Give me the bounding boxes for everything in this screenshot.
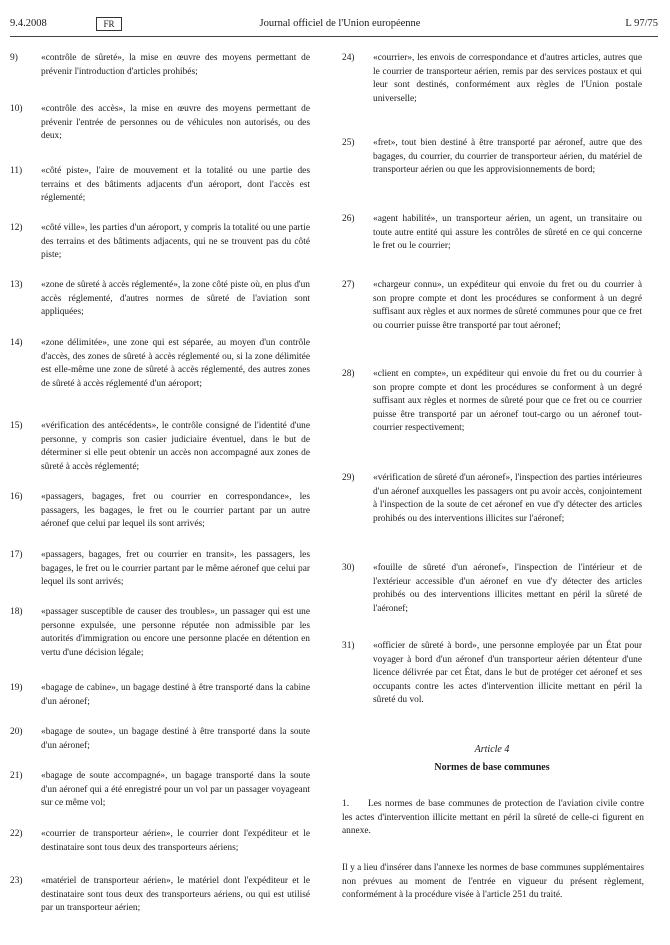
item-number: 15) <box>10 421 23 431</box>
item-number: 12) <box>10 223 23 233</box>
item-number: 10) <box>10 104 23 114</box>
definition-item <box>10 828 310 855</box>
article-paragraph-1 <box>342 798 644 839</box>
article-heading: Article 4 <box>474 744 510 755</box>
item-number: 23) <box>10 876 23 886</box>
item-number: 17) <box>10 550 23 560</box>
item-text: «contrôle de sûreté», la mise en œuvre des moyens permettant de prévenir l'introduction d'articles prohibés; <box>41 53 310 77</box>
item-number: 30) <box>342 563 355 573</box>
definition-item <box>10 222 310 263</box>
definition-item <box>10 52 310 79</box>
definition-item <box>342 368 642 436</box>
item-number: 11) <box>10 166 23 176</box>
item-number: 27) <box>342 280 355 290</box>
definition-item <box>10 549 310 590</box>
definition-item <box>10 875 310 916</box>
item-text: «agent habilité», un transporteur aérien, un agent, un transitaire ou toute autre entité qui assure les contrôles de sûreté en ce qui concerne le fret ou le courrier; <box>373 214 642 252</box>
page-reference: L 97/75 <box>625 18 658 29</box>
item-number: 22) <box>10 829 23 839</box>
item-text: «passagers, bagages, fret ou courrier en transit», les passagers, les bagages, le fret ou le courrier partant par le même aéronef que celui par lequel ils sont arrivés; <box>41 550 310 588</box>
definition-item <box>10 103 310 144</box>
item-number: 29) <box>342 473 355 483</box>
paragraph-number: 1. <box>342 799 350 809</box>
item-number: 25) <box>342 138 355 148</box>
article-subheading: Normes de base communes <box>434 762 550 773</box>
item-number: 21) <box>10 771 23 781</box>
definition-item <box>342 562 642 616</box>
item-text: «courrier», les envois de correspondance et d'autres articles, autres que le courrier de transporteur aérien, remis par des services postaux et qui leur sont destinés, conformément aux règles de l'Union postale universelle; <box>373 53 642 104</box>
language-badge: FR <box>96 17 122 31</box>
item-text: «zone de sûreté à accès réglementé», la zone côté piste où, en plus d'un accès réglementé, d'autres normes de sûreté de l'aviation sont appliquées; <box>41 280 310 318</box>
item-text: «côté piste», l'aire de mouvement et la totalité ou une partie des terrains et des bâtiments adjacents d'un aéroport, dont l'accès est réglementé; <box>41 166 310 204</box>
item-text: «client en compte», un expéditeur qui envoie du fret ou du courrier à son propre compte et dont les procédures se conforment à un degré suffisant aux règles et normes de sûreté pour que ce fret ou ce courrier puisse être transporté par un aéronef tout-cargo ou un aéronef tout-courrier respectivement; <box>373 369 642 434</box>
item-number: 20) <box>10 727 23 737</box>
article-paragraph-2: Il y a lieu d'insérer dans l'annexe les normes de base communes supplémentaires non prévues au moment de l'entrée en vigueur du présent règlement, conformément à la procédure visée à l'article 251 du traité. <box>342 863 644 901</box>
item-text: «matériel de transporteur aérien», le matériel dont l'expéditeur et le destinataire sont tous deux des transporteurs aériens, ou qui est utilisé par un transporteur aérien; <box>41 876 310 914</box>
definition-item <box>342 52 642 106</box>
item-number: 9) <box>10 53 18 63</box>
item-text: «contrôle des accès», la mise en œuvre des moyens permettant de prévenir l'entrée de personnes ou de véhicules non autorisés, ou des deux; <box>41 104 310 142</box>
definition-item <box>342 279 642 333</box>
journal-title: Journal officiel de l'Union européenne <box>259 18 421 29</box>
item-text: «courrier de transporteur aérien», le courrier dont l'expéditeur et le destinataire sont tous deux des transporteurs aériens; <box>41 829 310 853</box>
definition-item <box>10 726 310 753</box>
item-number: 24) <box>342 53 355 63</box>
item-text: «vérification de sûreté d'un aéronef», l'inspection des parties intérieures d'un aéronef auxquelles les passagers ont pu avoir accès, conjointement à l'inspection de la soute de cet aéronef en vue d'y détecter des articles prohibés ou des interventions illicites sur l'aéronef; <box>373 473 642 524</box>
definition-item <box>10 337 310 391</box>
definition-item <box>10 165 310 206</box>
item-text: «zone délimitée», une zone qui est séparée, au moyen d'un contrôle d'accès, des zones de sûreté à accès réglementé ou, si la zone délimitée est elle-même une zone de sûreté à accès réglementé, des autres zones de sûreté à accès réglementé d'un aéroport; <box>41 338 310 389</box>
definition-item <box>10 606 310 660</box>
definition-item <box>342 472 642 526</box>
definition-item <box>342 137 642 178</box>
paragraph-text: Les normes de base communes de protection de l'aviation civile contre les actes d'intervention illicite mettant en péril la sûreté de celle-ci figurent en annexe. <box>342 799 644 837</box>
item-number: 19) <box>10 683 23 693</box>
definition-item <box>10 279 310 320</box>
item-text: «fret», tout bien destiné à être transporté par aéronef, autre que des bagages, du courrier, du courrier de transporteur aérien, du matériel de transporteur aérien ou que les approvisionnements de bord; <box>373 138 642 176</box>
page-header <box>10 13 658 35</box>
item-number: 14) <box>10 338 23 348</box>
item-number: 13) <box>10 280 23 290</box>
definition-item <box>10 420 310 474</box>
item-text: «passagers, bagages, fret ou courrier en correspondance», les passagers, les bagages, le fret ou le courrier partant par un autre aéronef que celui par lequel ils sont arrivés; <box>41 492 310 530</box>
definition-item <box>342 213 642 254</box>
definition-item <box>10 682 310 709</box>
item-number: 16) <box>10 492 23 502</box>
item-number: 18) <box>10 607 23 617</box>
item-text: «bagage de cabine», un bagage destiné à être transporté dans la cabine d'un aéronef; <box>41 683 310 707</box>
definition-item <box>10 770 310 811</box>
item-number: 28) <box>342 369 355 379</box>
item-text: «chargeur connu», un expéditeur qui envoie du fret ou du courrier à son propre compte et dont les procédures se conforment à un degré suffisant aux règles et aux normes de sûreté communes pour que ce fret ou courrier puisse être transporté par tout aéronef; <box>373 280 642 331</box>
publication-date: 9.4.2008 <box>10 18 47 29</box>
item-text: «bagage de soute», un bagage destiné à être transporté dans la soute d'un aéronef; <box>41 727 310 751</box>
item-text: «passager susceptible de causer des troubles», un passager qui est une personne expulsée, une personne réputée non admissible par les autorités d'immigration ou encore une personne placée en détention en vertu d'une décision légale; <box>41 607 310 658</box>
definition-item <box>10 491 310 532</box>
header-rule <box>10 36 658 37</box>
item-number: 31) <box>342 641 355 651</box>
item-text: «bagage de soute accompagné», un bagage transporté dans la soute d'un aéronef qui a été enregistré pour un vol par un passager voyageant sur ce même vol; <box>41 771 310 809</box>
item-text: «fouille de sûreté d'un aéronef», l'inspection de l'intérieur et de l'extérieur accessible d'un aéronef en vue d'y détecter des articles prohibés ou des interventions illicites mettant en péril la sûreté de l'aéronef; <box>373 563 642 614</box>
item-number: 26) <box>342 214 355 224</box>
item-text: «vérification des antécédents», le contrôle consigné de l'identité d'une personne, y compris son casier judiciaire éventuel, dans le but de déterminer si elle peut obtenir un accès non accompagné aux zones de sûreté à accès réglementé; <box>41 421 310 472</box>
item-text: «côté ville», les parties d'un aéroport, y compris la totalité ou une partie des terrains et des bâtiments adjacents, qui ne se trouvent pas du côté piste; <box>41 223 310 261</box>
definition-item <box>342 640 642 708</box>
item-text: «officier de sûreté à bord», une personne employée par un État pour voyager à bord d'un aéronef d'un transporteur aérien détenteur d'une licence délivrée par cet État, dans le but de protéger cet aéronef et ses occupants contre les actes d'intervention illicite mettant en péril la sûreté du vol. <box>373 641 642 706</box>
